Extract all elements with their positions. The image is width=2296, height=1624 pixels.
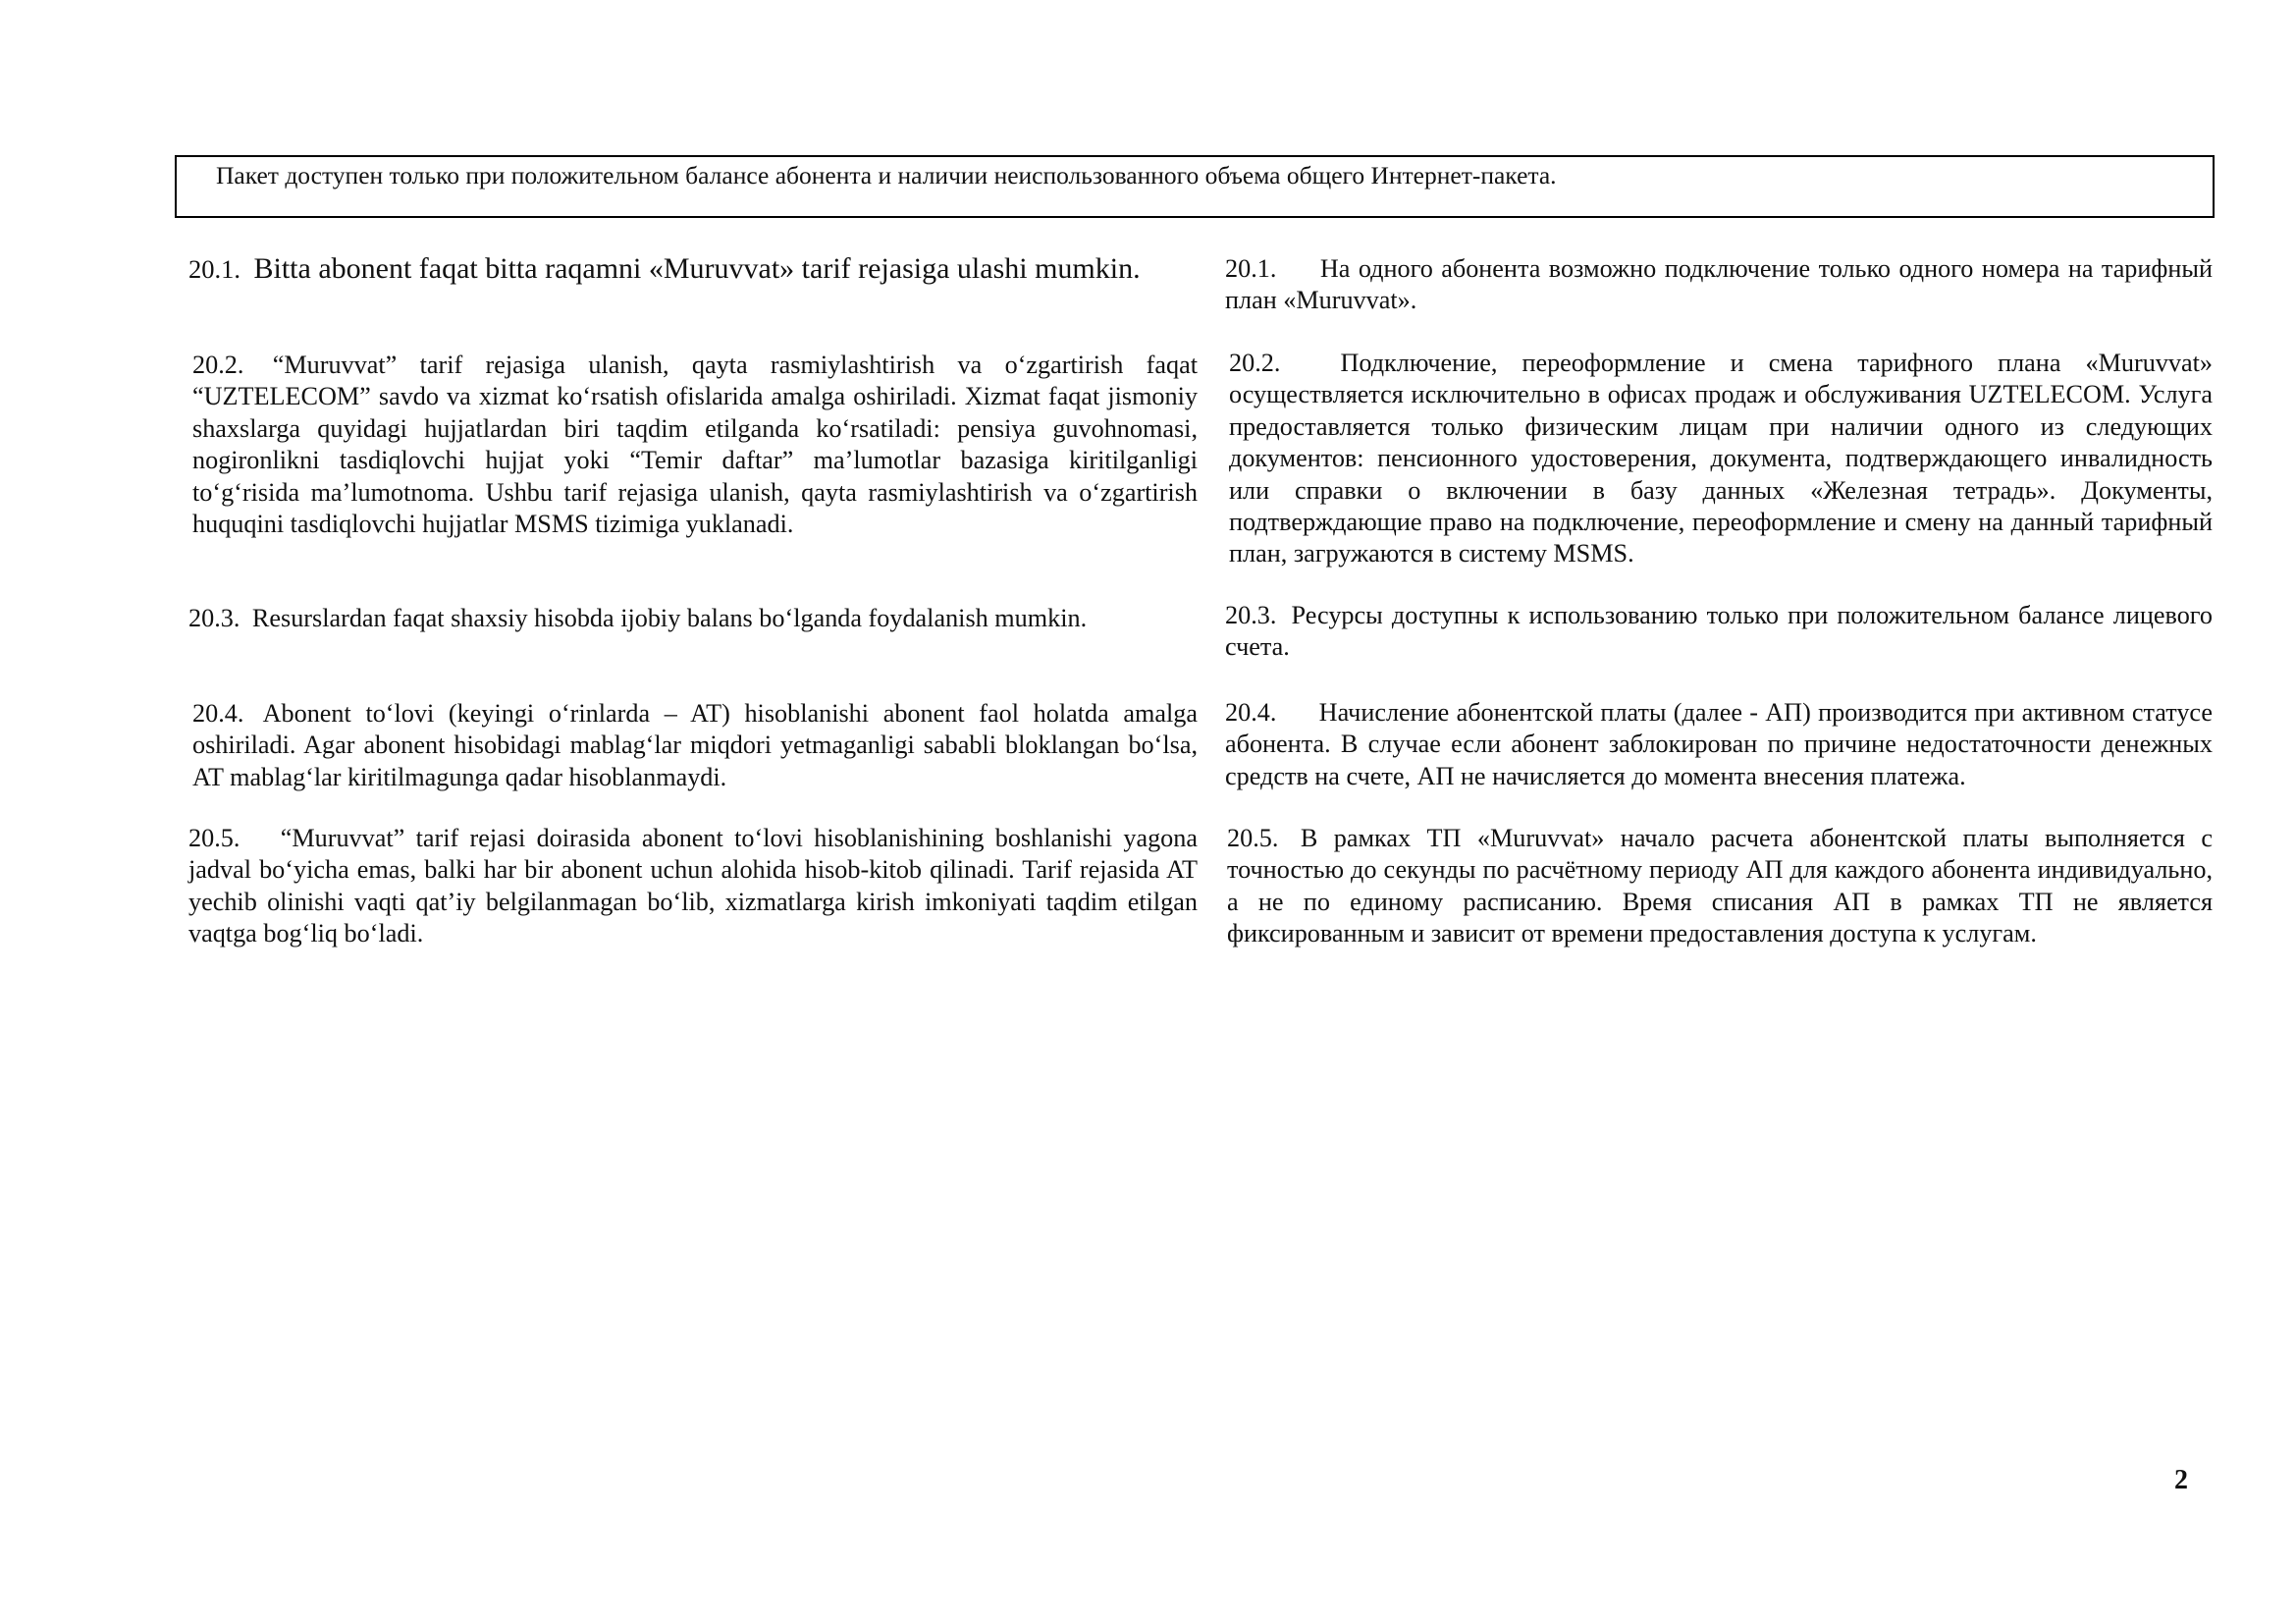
uz-clause-20-5	[188, 823, 1198, 950]
clause-text: Ресурсы доступны к использованию только при положительном балансе лицевого счета.	[1225, 601, 2213, 662]
ru-clause-20-4	[1225, 697, 2213, 792]
clause-number: 20.2.	[192, 351, 244, 379]
clause-number: 20.3.	[1225, 601, 1277, 629]
clause-text: Resurslardan faqat shaxsiy hisobda ijobiy balans bo‘lganda foydalanish mumkin.	[251, 604, 1088, 632]
clause-text: Abonent to‘lovi (keyingi o‘rinlarda – AT) hisoblanishi abonent faol holatda amalga oshiriladi. Agar abonent hisobidagi mablag‘lar miqdori yetmaganligi sababli bloklangan bo‘lsa, AT mablag‘lar kiritilmagunga qadar hisoblanmaydi.	[192, 699, 1198, 791]
clause-text: Подключение, переоформление и смена тарифного плана «Muruvvat» осуществляется исключительно в офисах продаж и обслуживания UZTELECOM. Услуга предоставляется только физическим лицам при наличии одного из следующих документов: пенсионного удостоверения, документа, подтверждающего инвалидность или справки о включении в базу данных «Железная тетрадь». Документы, подтверждающие право на подключение, переоформление и смену на данный тарифный план, загружаются в систему MSMS.	[1229, 349, 2213, 568]
clause-number: 20.4.	[1225, 698, 1277, 727]
clause-text: “Muruvvat” tarif rejasiga ulanish, qayta rasmiylashtirish va o‘zgartirish faqat “UZTELECOM” savdo va xizmat ko‘rsatish ofislarida amalga oshiriladi. Xizmat faqat jismoniy shaxslarga quyidagi hujjatlardan biri taqdim etilganda ko‘rsatiladi: pensiya guvohnomasi, nogironlikni tasdiqlovchi hujjat yoki “Temir daftar” ma’lumotlar bazasiga kiritilganligi to‘g‘risida ma’lumotnoma. Ushbu tarif rejasiga ulanish, qayta rasmiylashtirish va o‘zgartirish huquqini tasdiqlovchi hujjatlar MSMS tizimiga yuklanadi.	[192, 351, 1198, 539]
clause-text: Bitta abonent faqat bitta raqamni «Muruvvat» tarif rejasiga ulashi mumkin.	[253, 252, 1141, 285]
clause-number: 20.4.	[192, 699, 244, 728]
clause-number: 20.1.	[188, 254, 240, 284]
notice-text: Пакет доступен только при положительном балансе абонента и наличии неиспользованного объема общего Интернет-пакета.	[216, 161, 1557, 189]
uz-clause-20-1	[188, 252, 1200, 286]
clause-number: 20.2.	[1229, 349, 1281, 377]
clause-text: “Muruvvat” tarif rejasi doirasida abonent to‘lovi hisoblanishining boshlanishi yagona jadval bo‘yicha emas, balki har bir abonent uchun alohida hisob-kitob qilinadi. Tarif rejasida AT yechib olinishi vaqti qat’iy belgilanmagan bo‘lib, xizmatlarga kirish imkoniyati taqdim etilgan vaqtga bog‘liq bo‘ladi.	[188, 824, 1198, 948]
clause-number: 20.5.	[1227, 824, 1279, 852]
clause-number: 20.5.	[188, 824, 240, 852]
ru-clause-20-1	[1225, 253, 2213, 317]
clause-text: В рамках ТП «Muruvvat» начало расчета абонентской платы выполняется с точностью до секунды по расчётному периоду АП для каждого абонента индивидуально, а не по единому расписанию. Время списания АП в рамках ТП не является фиксированным и зависит от времени предоставления доступа к услугам.	[1227, 824, 2214, 948]
ru-clause-20-3	[1225, 600, 2213, 664]
ru-clause-20-5	[1227, 823, 2213, 950]
page-number: 2	[2174, 1465, 2188, 1495]
uz-clause-20-4	[192, 698, 1198, 793]
clause-number: 20.1.	[1225, 254, 1277, 283]
clause-text: На одного абонента возможно подключение только одного номера на тарифный план «Muruvvat».	[1225, 254, 2214, 315]
ru-clause-20-2	[1229, 348, 2213, 570]
notice-box	[175, 155, 2215, 218]
clause-number: 20.3.	[188, 604, 240, 632]
uz-clause-20-3	[188, 603, 1200, 634]
clause-text: Начисление абонентской платы (далее - АП) производится при активном статусе абонента. В случае если абонент заблокирован по причине недостаточности денежных средств на счете, АП не начисляется до момента внесения платежа.	[1225, 698, 2213, 790]
uz-clause-20-2	[192, 350, 1198, 540]
